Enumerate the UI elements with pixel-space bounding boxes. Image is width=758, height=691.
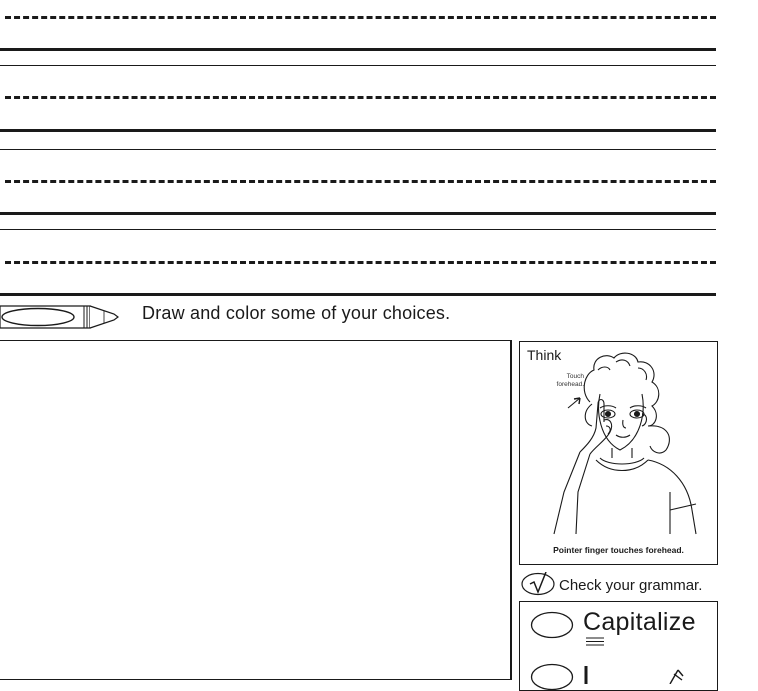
sign-language-card [519, 341, 718, 565]
writing-topline [0, 65, 716, 66]
girl-signing-think-illustration [520, 342, 717, 542]
capitalize-mark-icon [586, 637, 604, 646]
writing-topline [0, 149, 716, 150]
touch-annotation: Touch forehead. [556, 373, 584, 388]
checkbox-oval[interactable] [530, 663, 574, 691]
sign-instruction-caption: Pointer finger touches forehead. [553, 545, 684, 555]
checkbox-oval[interactable] [530, 611, 574, 639]
writing-midline-dashed [5, 261, 716, 264]
writing-midline-dashed [5, 180, 716, 183]
writing-topline [0, 229, 716, 230]
writing-baseline [0, 293, 716, 296]
writing-midline-dashed [5, 96, 716, 99]
grammar-heading: Check your grammar. [559, 577, 703, 594]
writing-baseline [0, 212, 716, 215]
punctuation-item-partial-icon [584, 664, 694, 684]
checkmark-oval-icon [521, 572, 555, 598]
checklist-item-capitalize: Capitalize [583, 608, 696, 636]
drawing-area[interactable] [0, 340, 512, 680]
crayon-icon [0, 302, 122, 332]
writing-baseline [0, 48, 716, 51]
sign-word-title: Think [527, 347, 562, 363]
drawing-instruction: Draw and color some of your choices. [142, 303, 451, 323]
grammar-checklist [519, 601, 718, 691]
writing-baseline [0, 129, 716, 132]
writing-midline-dashed [5, 16, 716, 19]
